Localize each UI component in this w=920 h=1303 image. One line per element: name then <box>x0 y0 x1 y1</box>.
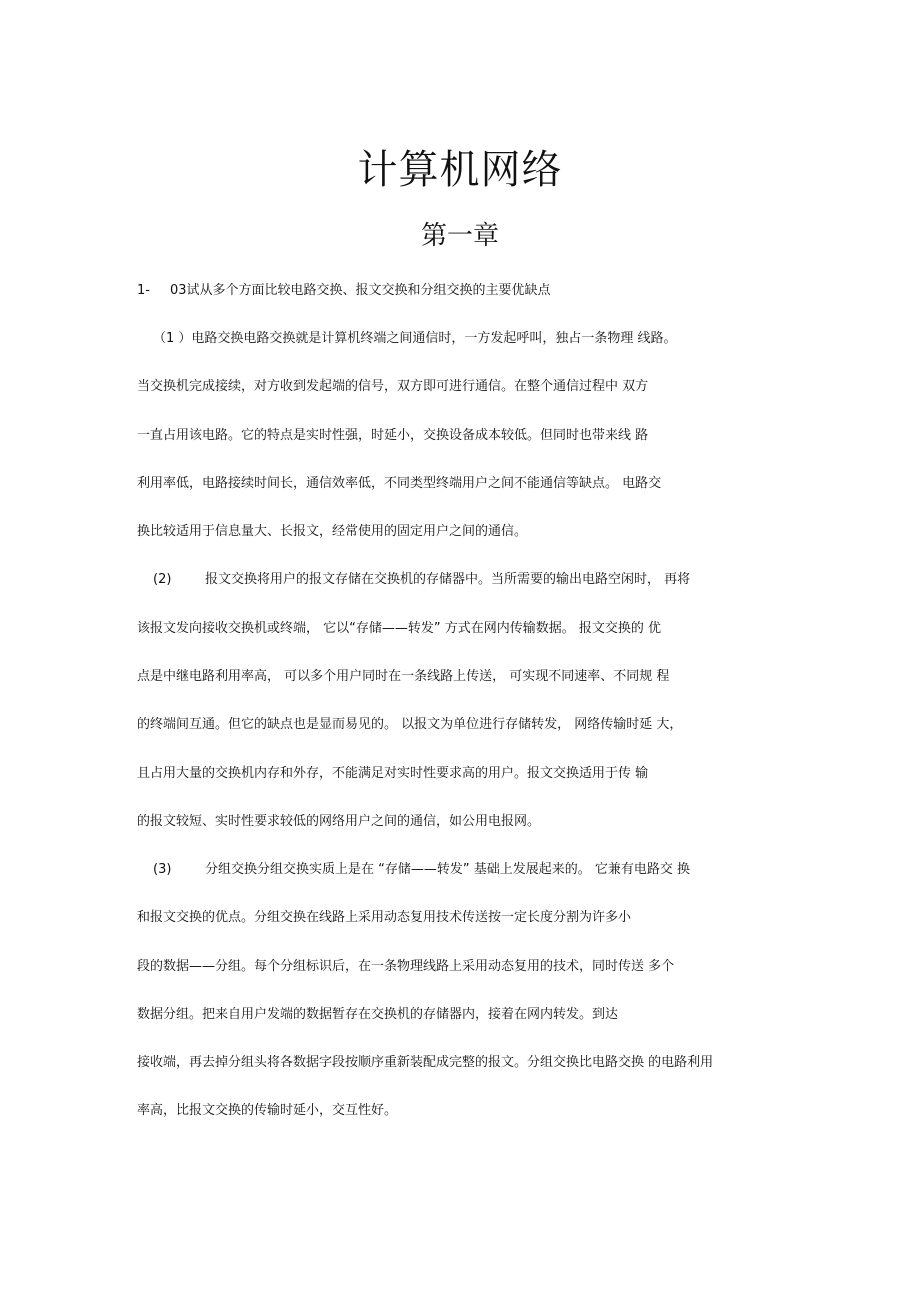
paragraph-text: 电路交换电路交换就是计算机终端之间通信时，一方发起呼叫，独占一条物理 线路。 <box>191 331 677 346</box>
chapter-heading: 第一章 <box>420 221 499 251</box>
paragraph-1-line-2: 当交换机完成接续，对方收到发起端的信号，双方即可进行通信。在整个通信过程中 双方 <box>137 379 649 394</box>
paragraph-3-line-5: 接收端，再去掉分组头将各数据字段按顺序重新装配成完整的报文。分组交换比电路交换 的电路利用 <box>137 1055 714 1070</box>
paragraph-2-line-6: 的报文较短、实时性要求较低的网络用户之间的通信，如公用电报网。 <box>137 814 541 829</box>
paragraph-1-line-1 <box>153 329 677 349</box>
paragraph-3-line-2: 和报文交换的优点。分组交换在线路上采用动态复用技术传送按一定长度分割为许多小 <box>137 910 632 925</box>
paragraph-3-number: (3) <box>153 862 172 877</box>
paragraph-1-line-3: 一直占用该电路。它的特点是实时性强，时延小，交换设备成本较低。但同时也带来线 路 <box>137 428 649 443</box>
paragraph-3-line-3: 段的数据——分组。每个分组标识后，在一条物理线路上采用动态复用的技术，同时传送 多个 <box>137 959 675 974</box>
paragraph-2-line-1 <box>153 570 690 590</box>
paragraph-1-number: （1 ） <box>153 331 192 346</box>
paragraph-1-line-4: 利用率低，电路接续时间长，通信效率低，不同类型终端用户之间不能通信等缺点。 电路交 <box>137 476 662 491</box>
question-line <box>137 281 551 301</box>
paragraph-2-line-4: 的终端间互通。但它的缺点也是显而易见的。 以报文为单位进行存储转发， 网络传输时延 大， <box>137 717 683 732</box>
question-number: 1- <box>137 283 150 298</box>
paragraph-text: 分组交换分组交换实质上是在 “存储——转发” 基础上发展起来的。 它兼有电路交 换 <box>205 862 690 877</box>
paragraph-3-line-4: 数据分组。把来自用户发端的数据暂存在交换机的存储器内，接着在网内转发。到达 <box>137 1007 619 1022</box>
question-text: 03试从多个方面比较电路交换、报文交换和分组交换的主要优缺点 <box>170 283 551 298</box>
paragraph-text: 报文交换将用户的报文存储在交换机的存储器中。当所需要的输出电路空闲时， 再将 <box>205 572 691 587</box>
paragraph-2-line-3: 点是中继电路利用率高， 可以多个用户同时在一条线路上传送， 可实现不同速率、不同规 程 <box>137 669 670 684</box>
paragraph-2-line-5: 且占用大量的交换机内存和外存，不能满足对实时性要求高的用户。报文交换适用于传 输 <box>137 766 649 781</box>
paragraph-2-number: (2) <box>153 572 172 587</box>
paragraph-1-line-5: 换比较适用于信息量大、长报文，经常使用的固定用户之间的通信。 <box>137 524 528 539</box>
paragraph-3-line-1 <box>153 860 690 880</box>
paragraph-2-line-2: 该报文发向接收交换机或终端， 它以“存储——转发” 方式在网内传输数据。 报文交换的 优 <box>137 621 661 636</box>
paragraph-3-line-6: 率高，比报文交换的传输时延小，交互性好。 <box>137 1103 398 1118</box>
document-title: 计算机网络 <box>357 147 563 193</box>
